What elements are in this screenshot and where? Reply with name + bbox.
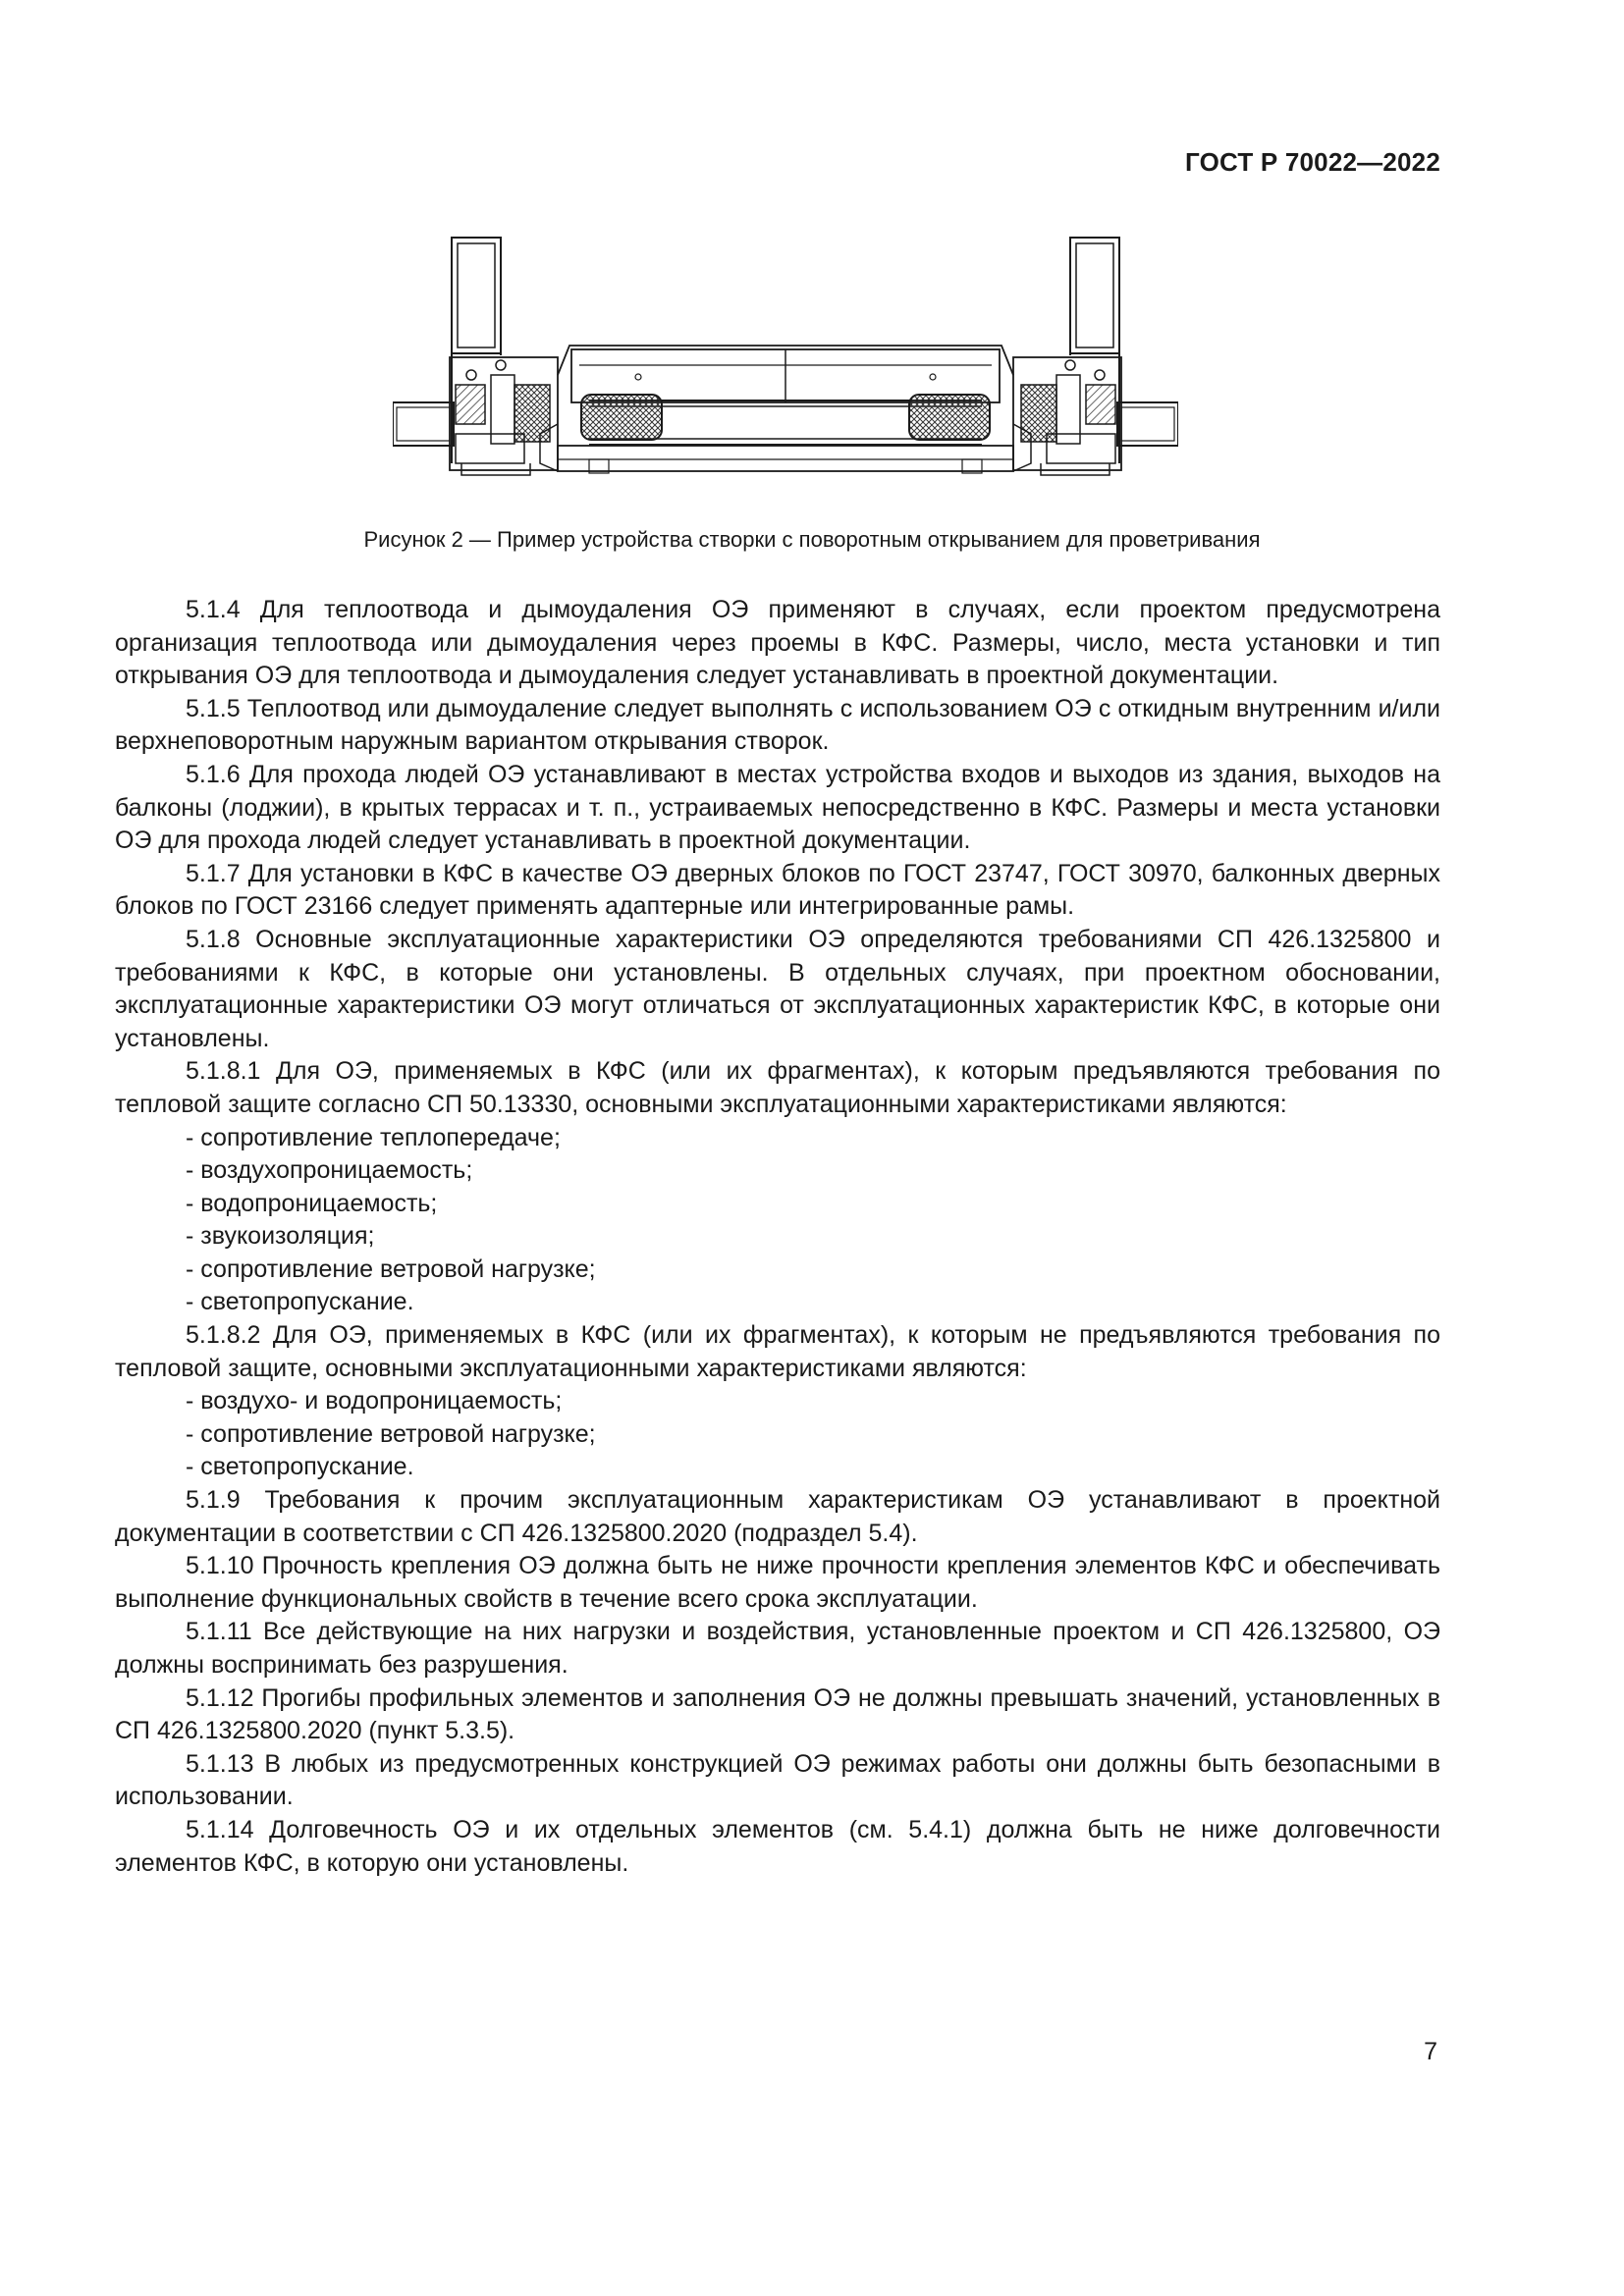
figure-caption: Рисунок 2 — Пример устройства створки с поворотным открыванием для проветривания: [363, 527, 1261, 552]
paragraph-5-1-8-2: 5.1.8.2 Для ОЭ, применяемых в КФС (или их фрагментах), к которым не предъявляются требования по тепловой защите, основными эксплуатационными характеристиками являются:: [115, 1321, 1440, 1382]
list-item: - воздухо- и водопроницаемость;: [186, 1387, 563, 1415]
paragraph-5-1-10: 5.1.10 Прочность крепления ОЭ должна быть не ниже прочности крепления элементов КФС и обеспечивать выполнение функциональных свойств в течение всего срока эксплуатации.: [115, 1552, 1440, 1613]
paragraph-5-1-12: 5.1.12 Прогибы профильных элементов и заполнения ОЭ не должны превышать значений, установленных в СП 426.1325800.2020 (пункт 5.3.5).: [115, 1683, 1440, 1745]
body-text: [115, 594, 1440, 1880]
list-item: - сопротивление ветровой нагрузке;: [186, 1255, 596, 1283]
page-number: 7: [1424, 2038, 1437, 2065]
figure-drawing: [393, 228, 1178, 491]
list-item: - звукоизоляция;: [186, 1222, 375, 1251]
paragraph-5-1-4: 5.1.4 Для теплоотвода и дымоудаления ОЭ применяют в случаях, если проектом предусмотрена организация теплоотвода или дымоудаления через проемы в КФС. Размеры, число, места установки и тип открывания ОЭ для теплоотвода и дымоудаления следует устанавливать в проектной документации.: [115, 596, 1440, 690]
list-item: - сопротивление теплопередаче;: [186, 1123, 561, 1151]
list-item: - светопропускание.: [186, 1288, 414, 1316]
standard-id: ГОСТ Р 70022—2022: [1185, 147, 1440, 177]
list-item: - водопроницаемость;: [186, 1189, 438, 1217]
paragraph-5-1-11: 5.1.11 Все действующие на них нагрузки и воздействия, установленные проектом и СП 426.1325800, ОЭ должны воспринимать без разрушения.: [115, 1618, 1440, 1679]
paragraph-5-1-6: 5.1.6 Для прохода людей ОЭ устанавливают в местах устройства входов и выходов из здания, выходов на балконы (лоджии), в крытых террасах и т. п., устраиваемых непосредственно в КФС. Размеры и места установки ОЭ для прохода людей следует устанавливать в проектной документации.: [115, 760, 1440, 855]
paragraph-5-1-9: 5.1.9 Требования к прочим эксплуатационным характеристикам ОЭ устанавливают в проектной документации в соответствии с СП 426.1325800.2020 (подраздел 5.4).: [115, 1486, 1440, 1547]
paragraph-5-1-8: 5.1.8 Основные эксплуатационные характеристики ОЭ определяются требованиями СП 426.1325800 и требованиями к КФС, в которые они установлены. В отдельных случаях, при проектном обосновании, эксплуатационные характеристики ОЭ могут отличаться от эксплуатационных характеристик КФС, в которые они установлены.: [115, 925, 1440, 1052]
paragraph-5-1-7: 5.1.7 Для установки в КФС в качестве ОЭ дверных блоков по ГОСТ 23747, ГОСТ 30970, балконных дверных блоков по ГОСТ 23166 следует применять адаптерные или интегрированные рамы.: [115, 859, 1440, 921]
paragraph-5-1-14: 5.1.14 Долговечность ОЭ и их отдельных элементов (см. 5.4.1) должна быть не ниже долговечности элементов КФС, в которую они установлены.: [115, 1815, 1440, 1877]
paragraph-5-1-8-1: 5.1.8.1 Для ОЭ, применяемых в КФС (или их фрагментах), к которым предъявляются требования по тепловой защите согласно СП 50.13330, основными эксплуатационными характеристиками являются:: [115, 1057, 1440, 1118]
window-sash-cross-section-drawing: [393, 228, 1178, 491]
list-item: - сопротивление ветровой нагрузке;: [186, 1419, 596, 1448]
paragraph-5-1-13: 5.1.13 В любых из предусмотренных конструкцией ОЭ режимах работы они должны быть безопасными в использовании.: [115, 1749, 1440, 1811]
paragraph-5-1-5: 5.1.5 Теплоотвод или дымоудаление следует выполнять с использованием ОЭ с откидным внутренним и/или верхнеповоротным наружным вариантом открывания створок.: [115, 694, 1440, 756]
list-item: - светопропускание.: [186, 1453, 414, 1481]
list-item: - воздухопроницаемость;: [186, 1156, 473, 1185]
